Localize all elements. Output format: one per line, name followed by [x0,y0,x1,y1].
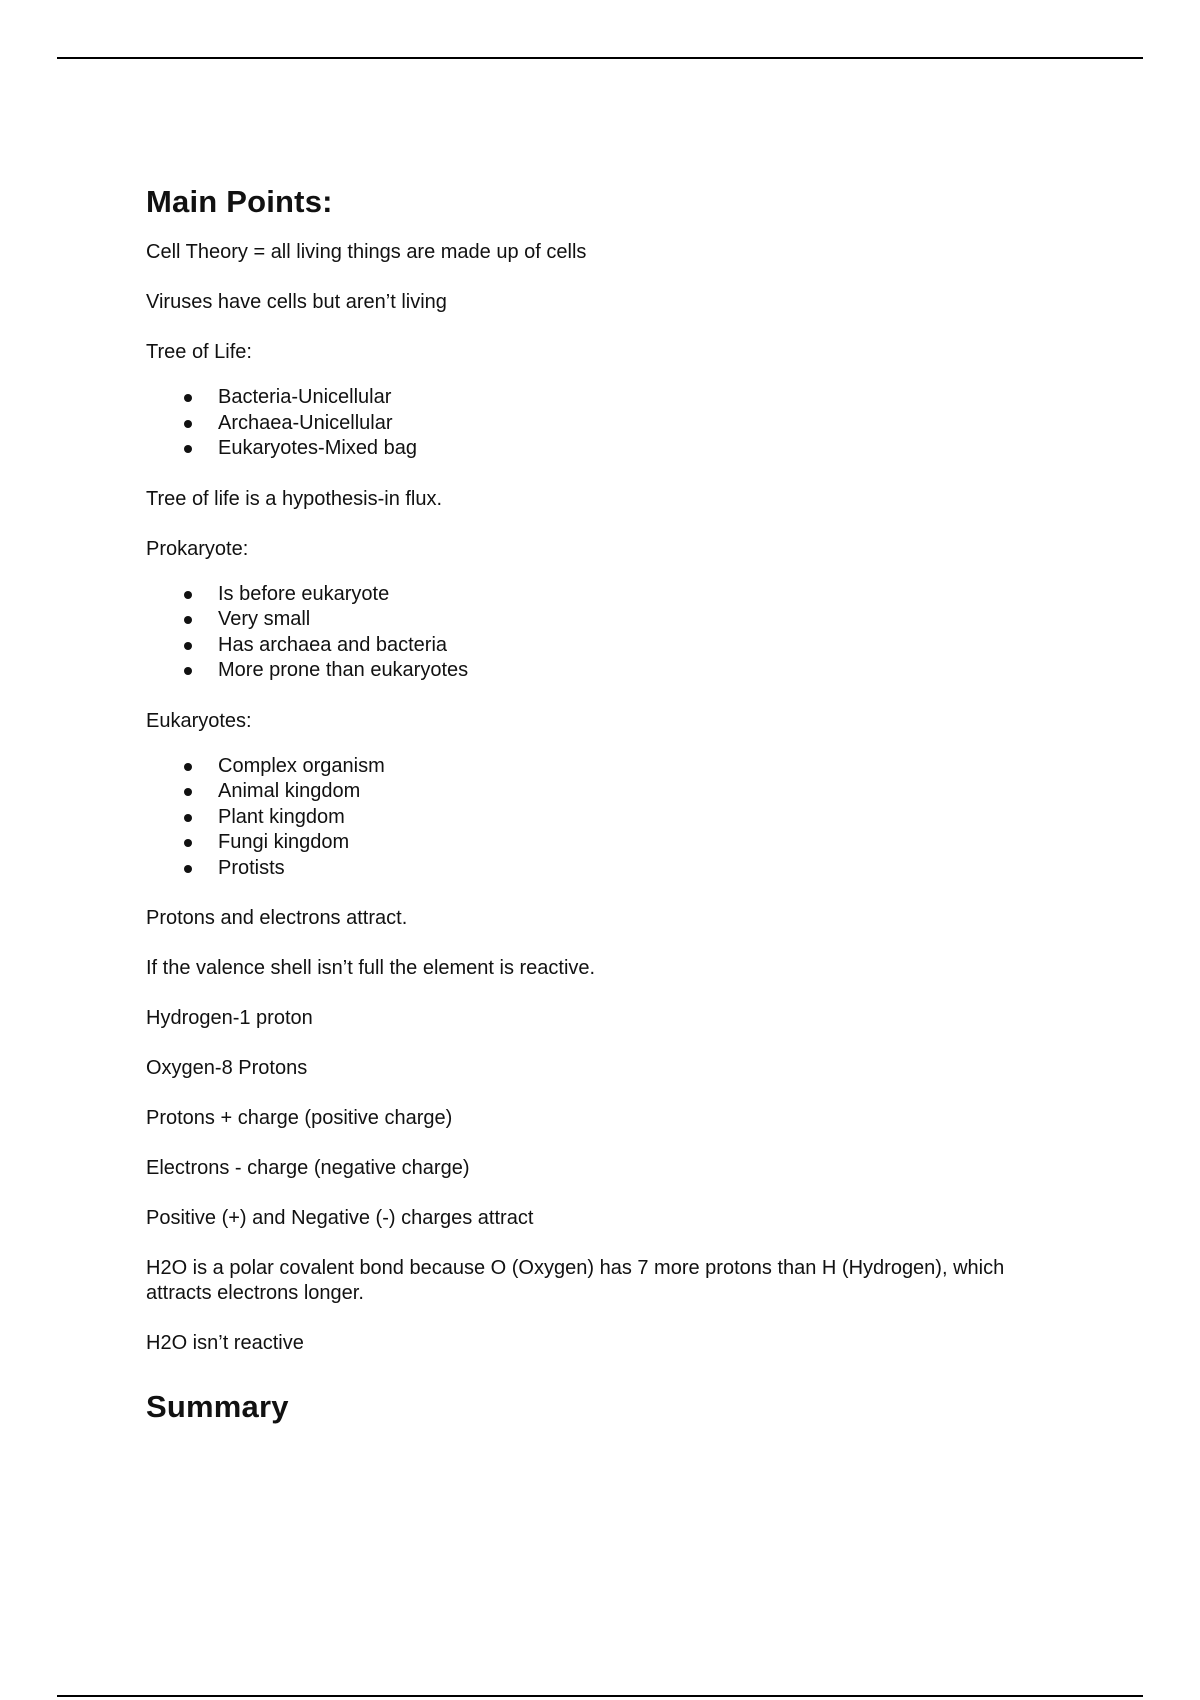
list-item: Fungi kingdom [146,830,1066,856]
cell-theory-text: Cell Theory = all living things are made up of cells [146,241,587,263]
top-divider [57,57,1143,59]
viruses-text: Viruses have cells but aren’t living [146,291,447,313]
list-item: Protists [146,856,1066,882]
list-item: Plant kingdom [146,805,1066,831]
list-item: Complex organism [146,754,1066,780]
oxygen-text: Oxygen-8 Protons [146,1057,308,1079]
h2o-reactive-text: H2O isn’t reactive [146,1332,304,1354]
list-item: Very small [146,607,1066,633]
prokaryote-list [146,582,1066,684]
list-item: Eukaryotes-Mixed bag [146,436,1066,462]
list-item: More prone than eukaryotes [146,658,1066,684]
list-item: Has archaea and bacteria [146,633,1066,659]
tree-of-life-list [146,385,1066,462]
eukaryotes-label: Eukaryotes: [146,709,252,732]
summary-heading: Summary [146,1389,289,1424]
list-item: Is before eukaryote [146,582,1066,608]
tree-hypothesis-text: Tree of life is a hypothesis-in flux. [146,487,443,510]
document-body [146,181,1066,1428]
protons-charge-text: Protons + charge (positive charge) [146,1107,453,1129]
electrons-charge-text: Electrons - charge (negative charge) [146,1157,470,1179]
list-item: Archaea-Unicellular [146,411,1066,437]
main-points-heading: Main Points: [146,184,333,219]
h2o-polar-text: H2O is a polar covalent bond because O (Oxygen) has 7 more protons than H (Hydrogen), which attracts electrons longer. [146,1257,1005,1304]
valence-text: If the valence shell isn’t full the element is reactive. [146,957,596,979]
protons-electrons-text: Protons and electrons attract. [146,907,408,929]
prokaryote-label: Prokaryote: [146,537,249,560]
charges-attract-text: Positive (+) and Negative (-) charges attract [146,1207,534,1229]
bottom-divider [57,1695,1143,1697]
list-item: Bacteria-Unicellular [146,385,1066,411]
eukaryote-list [146,754,1066,882]
list-item: Animal kingdom [146,779,1066,805]
tree-of-life-label: Tree of Life: [146,341,252,363]
hydrogen-text: Hydrogen-1 proton [146,1007,313,1029]
